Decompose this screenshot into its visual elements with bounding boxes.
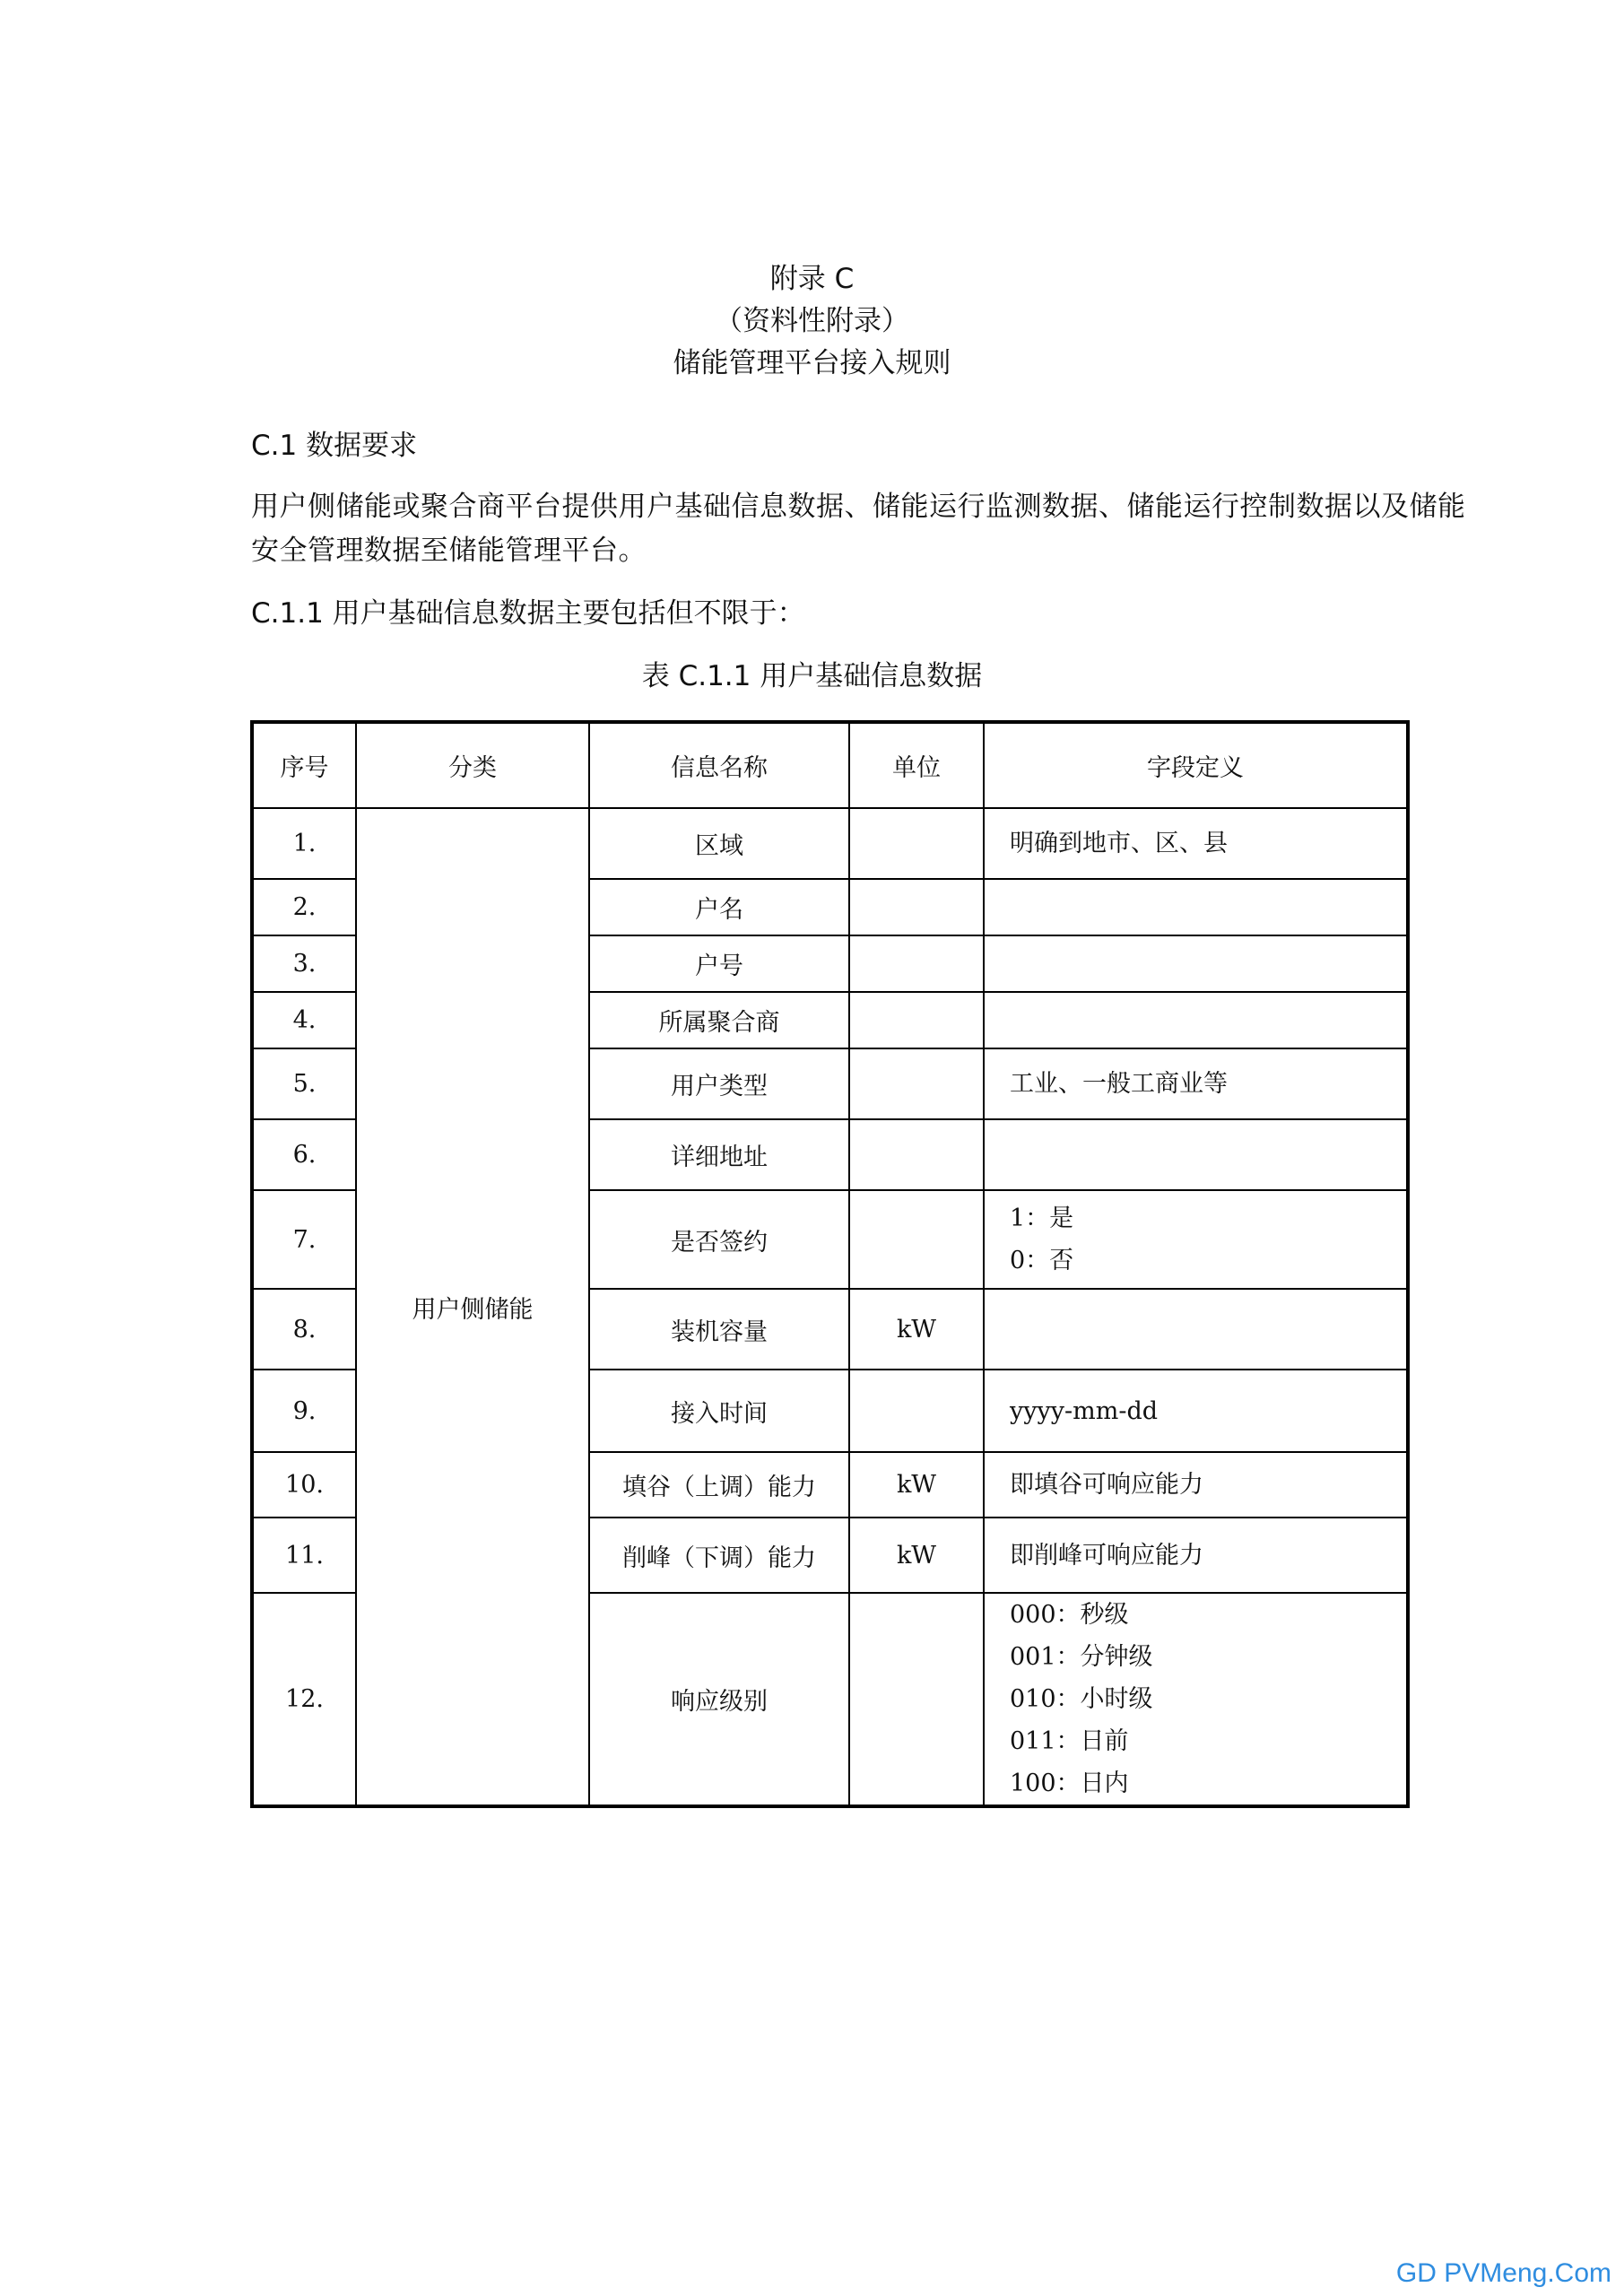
info-name-cell: 是否签约 <box>589 1190 849 1289</box>
row-number-cell: 9. <box>252 1370 356 1452</box>
table-body <box>252 808 1408 1806</box>
definition-line: 即填谷可响应能力 <box>1010 1471 1203 1499</box>
unit-cell: kW <box>849 1289 984 1370</box>
definition-line: 明确到地市、区、县 <box>1010 830 1228 857</box>
main-title: 储能管理平台接入规则 <box>673 347 951 379</box>
section-heading: C.1 数据要求 <box>251 430 418 462</box>
field-definition-cell <box>984 935 1408 992</box>
row-number-cell: 1. <box>252 808 356 879</box>
header-cell: 字段定义 <box>984 722 1408 808</box>
field-definition-cell <box>984 1518 1408 1593</box>
unit-cell <box>849 1119 984 1190</box>
row-number-cell: 3. <box>252 935 356 992</box>
info-name-cell: 区域 <box>589 808 849 879</box>
definition-line: 000：秒级 <box>1010 1601 1129 1629</box>
annex-type: （资料性附录） <box>715 305 909 337</box>
field-definition-cell <box>984 1119 1408 1190</box>
definition-line: 100：日内 <box>1010 1770 1129 1797</box>
subsection-heading: C.1.1 用户基础信息数据主要包括但不限于： <box>251 597 805 630</box>
definition-line: 001：分钟级 <box>1010 1643 1153 1671</box>
info-name-cell: 接入时间 <box>589 1370 849 1452</box>
definition-line: 011：日前 <box>1010 1727 1129 1755</box>
unit-cell <box>849 1370 984 1452</box>
unit-cell <box>849 879 984 935</box>
info-name-cell: 削峰（下调）能力 <box>589 1518 849 1593</box>
row-number-cell: 2. <box>252 879 356 935</box>
unit-cell <box>849 1190 984 1289</box>
unit-cell <box>849 992 984 1048</box>
row-number-cell: 4. <box>252 992 356 1048</box>
unit-cell <box>849 1593 984 1806</box>
info-name-cell: 详细地址 <box>589 1119 849 1190</box>
header-cell: 序号 <box>252 722 356 808</box>
appendix-title: 附录 C <box>769 263 855 295</box>
header-cell: 信息名称 <box>589 722 849 808</box>
unit-cell <box>849 935 984 992</box>
field-definition-cell <box>984 1370 1408 1452</box>
unit-cell: kW <box>849 1452 984 1518</box>
header-cell: 分类 <box>356 722 589 808</box>
row-number-cell: 10. <box>252 1452 356 1518</box>
row-number-cell: 6. <box>252 1119 356 1190</box>
table-caption: 表 C.1.1 用户基础信息数据 <box>641 660 983 692</box>
definition-line: 0：否 <box>1010 1247 1074 1274</box>
field-definition-cell <box>984 1452 1408 1518</box>
field-definition-cell <box>984 1289 1408 1370</box>
section-paragraph: 用户侧储能或聚合商平台提供用户基础信息数据、储能运行监测数据、储能运行控制数据以及储能安全管理数据至储能管理平台。 <box>251 491 1466 567</box>
row-number-cell: 8. <box>252 1289 356 1370</box>
unit-cell <box>849 808 984 879</box>
unit-cell <box>849 1048 984 1119</box>
header-cell: 单位 <box>849 722 984 808</box>
field-definition-cell <box>984 879 1408 935</box>
definition-line: 即削峰可响应能力 <box>1010 1541 1203 1570</box>
info-table <box>250 720 1410 1808</box>
definition-line: 1：是 <box>1010 1205 1074 1232</box>
field-definition-cell <box>984 1190 1408 1289</box>
info-name-cell: 所属聚合商 <box>589 992 849 1048</box>
row-number-cell: 11. <box>252 1518 356 1593</box>
row-number-cell: 5. <box>252 1048 356 1119</box>
info-name-cell: 填谷（上调）能力 <box>589 1452 849 1518</box>
info-name-cell: 装机容量 <box>589 1289 849 1370</box>
definition-line: 工业、一般工商业等 <box>1010 1070 1228 1098</box>
watermark: GD PVMeng.Com <box>1395 2258 1611 2288</box>
definition-line: yyyy-mm-dd <box>1010 1396 1159 1425</box>
info-name-cell: 户号 <box>589 935 849 992</box>
row-number-cell: 7. <box>252 1190 356 1289</box>
category-cell: 用户侧储能 <box>356 808 589 1806</box>
table-header-row <box>252 722 1408 808</box>
field-definition-cell <box>984 808 1408 879</box>
field-definition-cell <box>984 1593 1408 1806</box>
unit-cell: kW <box>849 1518 984 1593</box>
info-name-cell: 用户类型 <box>589 1048 849 1119</box>
table-row <box>252 808 1408 879</box>
row-number-cell: 12. <box>252 1593 356 1806</box>
info-name-cell: 响应级别 <box>589 1593 849 1806</box>
definition-line: 010：小时级 <box>1010 1685 1153 1713</box>
info-name-cell: 户名 <box>589 879 849 935</box>
field-definition-cell <box>984 1048 1408 1119</box>
field-definition-cell <box>984 992 1408 1048</box>
